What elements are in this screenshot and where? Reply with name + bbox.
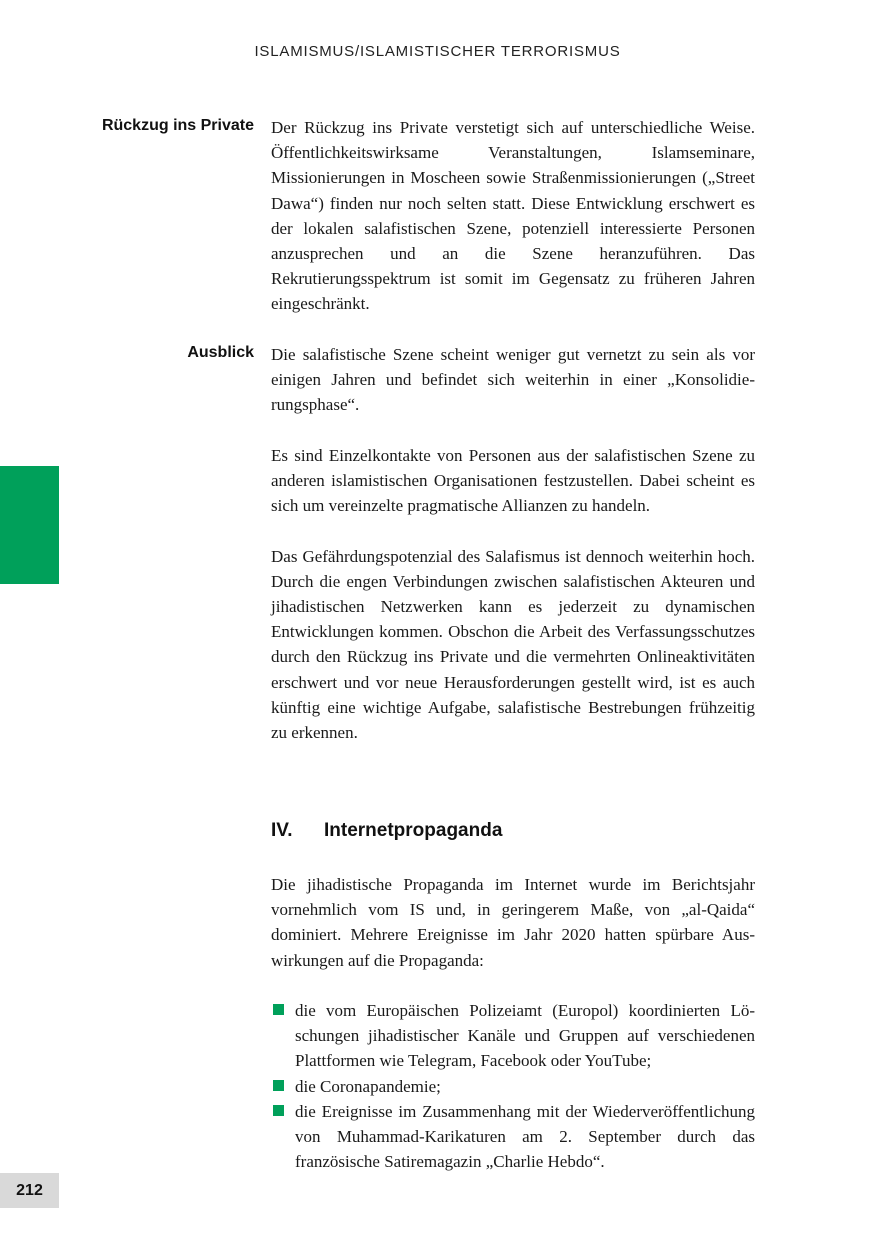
running-header: ISLAMISMUS/ISLAMISTISCHER TERRORISMUS [254,43,621,60]
paragraph: Die jihadistische Propaganda im Internet wurde im Berichtsjahr vornehmlich vom IS und, in geringerem Maße, von „al-Qaida“ dominiert. Mehrere Ereignisse im Jahr 2020 hatten spürbare Auswirkungen auf die Propaganda: [271,875,755,970]
section-heading-internetpropaganda [271,820,502,842]
page-number: 212 [0,1173,59,1208]
green-square-bullet-icon [273,1004,284,1015]
section-tab-marker [0,466,59,584]
bullet-list [271,998,755,1174]
section-heading-number: IV. [271,820,293,841]
list-item: die Coronapandemie; [271,1074,755,1099]
paragraph: Es sind Einzelkontakte von Personen aus der salafistischen Szene zu anderen islamistischen Organisationen festzustellen. Dabei scheint es sich um vereinzelte pragmatische Allianzen zu handeln. [271,445,755,516]
green-square-bullet-icon [273,1105,284,1116]
section-internet-body [271,872,755,1174]
margin-label-rueckzug: Rückzug ins Private [101,117,254,134]
paragraph: Der Rückzug ins Private verstetigt sich auf unterschiedliche Weise. Öffentlichkeitswirksame Veranstaltungen, Islamseminare, Missionierungen in Moscheen sowie Straßenmissionierungen („Street Dawa“) finden nur noch selten statt. Diese Entwicklung erschwert es der lokalen salafistischen Szene, potenziell interessierte Personen anzusprechen und an die Szene heranzuführen. Das Rekrutierungsspektrum ist somit im Gegensatz zu früheren Jahren eingeschränkt. [271,118,755,314]
paragraph: Das Gefährdungspotenzial des Salafismus ist dennoch weiterhin hoch. Durch die engen Verbindungen zwischen salafistischen Akteuren und jihadistischen Netzwerken kann es jederzeit zu dynamischen Entwicklungen kommen. Obschon die Arbeit des Verfassungsschutzes durch den Rückzug ins Private und die vermehrten Onlineaktivitäten erschwert und vor neue Herausforderungen gestellt wird, ist es auch künftig eine wichtige Aufgabe, salafistische Bestrebungen frühzeitig zu erkennen. [271,546,755,743]
list-item: die vom Europäischen Polizeiamt (Europol) koordinierten Löschungen jihadistischer Kanäle und Gruppen auf verschiedenen Plattformen wie Telegram, Facebook oder YouTube; [271,998,755,1074]
section-heading-title: Internetpropaganda [324,820,503,841]
paragraph: Die salafistische Szene scheint weniger gut vernetzt zu sein als vor einigen Jahren und befindet sich weiterhin in einer „Konsolidierungsphase“. [271,345,755,415]
section-ausblick-body [271,342,755,770]
margin-label-ausblick: Ausblick [187,344,254,361]
list-item: die Ereignisse im Zusammenhang mit der Wiederveröffentlichung von Muhammad-Karikaturen am 2. September durch das französische Satiremagazin „Charlie Hebdo“. [271,1099,755,1175]
section-rueckzug-body [271,115,755,342]
green-square-bullet-icon [273,1080,284,1091]
